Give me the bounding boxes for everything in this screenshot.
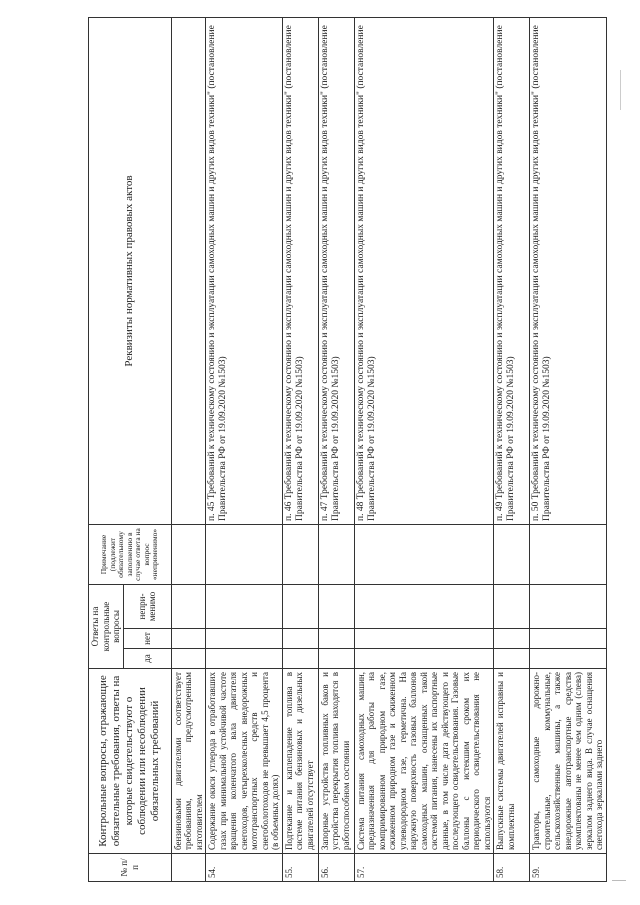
answer-na-cell[interactable] (282, 585, 318, 629)
answer-na-cell[interactable] (318, 585, 354, 629)
note-cell[interactable] (206, 525, 283, 585)
answer-no-cell[interactable] (318, 629, 354, 649)
row-reference: п. 46 Требований к техническому состоянию и эксплуатации самоходных машин и других видов техники" (постановление Правительства РФ от 19.09.2020 №1503) (282, 18, 318, 525)
answer-na-cell[interactable] (530, 585, 607, 629)
answer-yes-cell[interactable] (206, 649, 283, 669)
row-reference: п. 48 Требований к техническому состоянию и эксплуатации самоходных машин и других видов техники" (постановление Правительства РФ от 19.09.2020 №1503) (354, 18, 494, 525)
note-cell[interactable] (171, 525, 206, 585)
row-num: 55. (282, 854, 318, 882)
row-requirement: Запорные устройства топливных баков и устройства перекрытия топлива находятся в работоспособном состоянии (318, 669, 354, 854)
answer-na-cell[interactable] (354, 585, 494, 629)
header-question: Контрольные вопросы, отражающие обязательные требования, ответы на которые свидетельствуют о соблюдении или несоблюдении обязательных требований (89, 669, 172, 854)
header-na: непри-менимо (123, 585, 171, 629)
answer-yes-cell[interactable] (282, 649, 318, 669)
table-row (318, 18, 354, 882)
row-reference: п. 47 Требований к техническому состоянию и эксплуатации самоходных машин и других видов техники" (постановление Правительства РФ от 19.09.2020 №1503) (318, 18, 354, 525)
table-row (206, 18, 283, 882)
table-row (494, 18, 530, 882)
answer-na-cell[interactable] (206, 585, 283, 629)
header-note: Примечание (подлежит обязательному заполнению в случае ответа на вопрос «неприменимо» (89, 525, 172, 585)
note-cell[interactable] (530, 525, 607, 585)
answer-no-cell[interactable] (171, 629, 206, 649)
row-num: 59. (530, 854, 607, 882)
note-cell[interactable] (494, 525, 530, 585)
row-requirement: Выпускные системы двигателей исправны и комплектны (494, 669, 530, 854)
table-row (530, 18, 607, 882)
answer-no-cell[interactable] (530, 629, 607, 649)
table-row (354, 18, 494, 882)
row-reference: п. 49 Требований к техническому состоянию и эксплуатации самоходных машин и других видов техники" (постановление Правительства РФ от 19.09.2020 №1503) (494, 18, 530, 525)
checklist-table (88, 17, 607, 882)
header-no: нет (123, 629, 171, 649)
header-num: № п/п (89, 854, 172, 882)
scan-artifact (620, 70, 621, 110)
row-num: 56. (318, 854, 354, 882)
answer-no-cell[interactable] (206, 629, 283, 649)
answer-yes-cell[interactable] (354, 649, 494, 669)
answer-na-cell[interactable] (494, 585, 530, 629)
row-num: 57. (354, 854, 494, 882)
answer-yes-cell[interactable] (530, 649, 607, 669)
row-num: 58. (494, 854, 530, 882)
answer-yes-cell[interactable] (318, 649, 354, 669)
answer-no-cell[interactable] (354, 629, 494, 649)
note-cell[interactable] (354, 525, 494, 585)
row-requirement: бензиновыми двигателями соответствует требованиям, предусмотренным изготовителем (171, 669, 206, 854)
answer-no-cell[interactable] (282, 629, 318, 649)
answer-yes-cell[interactable] (171, 649, 206, 669)
rotated-table-wrapper (88, 17, 604, 882)
note-cell[interactable] (282, 525, 318, 585)
header-yes: да (123, 649, 171, 669)
table-row (171, 18, 206, 882)
row-requirement: Подтекание и каплепадение топлива в системе питания бензиновых и дизельных двигателей отсутствует (282, 669, 318, 854)
table-row (282, 18, 318, 882)
answer-yes-cell[interactable] (494, 649, 530, 669)
row-reference: п. 50 Требований к техническому состоянию и эксплуатации самоходных машин и других видов техники" (постановление Правительства РФ от 19.09.2020 №1503) (530, 18, 607, 525)
answer-no-cell[interactable] (494, 629, 530, 649)
header-refs: Реквизиты нормативных правовых актов (89, 18, 172, 525)
row-requirement: Система питания самоходных машин, предназначенная для работы на компримированном природном газе, сжиженном природном газе и сжиженном углеводородном газе, герметична. На наружную поверхность газовых баллонов самоходных машин, оснащенных такой системой питания, нанесены их паспортные данные, в том числе дата действующего и последующего освидетельствования. Газовые баллоны с истекшим сроком их периодического освидетельствования не используются (354, 669, 494, 854)
row-num: 54. (206, 854, 283, 882)
row-requirement: Тракторы, самоходные дорожно-строительные, коммунальные, сельскохозяйственные машины, а также внедорожные автотранспортные средства укомплектованы не менее чем одним (слева) зеркалом заднего вида. В случае оснащения снегохода зеркалами заднего (530, 669, 607, 854)
answer-na-cell[interactable] (171, 585, 206, 629)
header-answers: Ответы на контрольные вопросы (89, 585, 124, 669)
note-cell[interactable] (318, 525, 354, 585)
scan-artifact (612, 880, 626, 881)
row-reference (171, 18, 206, 525)
row-reference: п. 45 Требований к техническому состоянию и эксплуатации самоходных машин и других видов техники" (постановление Правительства РФ от 19.09.2020 №1503) (206, 18, 283, 525)
row-requirement: Содержание окиси углерода в отработавших газах при минимальной устойчивой частоте вращения коленчатого вала двигателя снегоходов, четырехколесных внедорожных мототранспортных средств и снегоболотоходов не превышает 4,5 процента (в объемных долях) (206, 669, 283, 854)
row-num (171, 854, 206, 882)
